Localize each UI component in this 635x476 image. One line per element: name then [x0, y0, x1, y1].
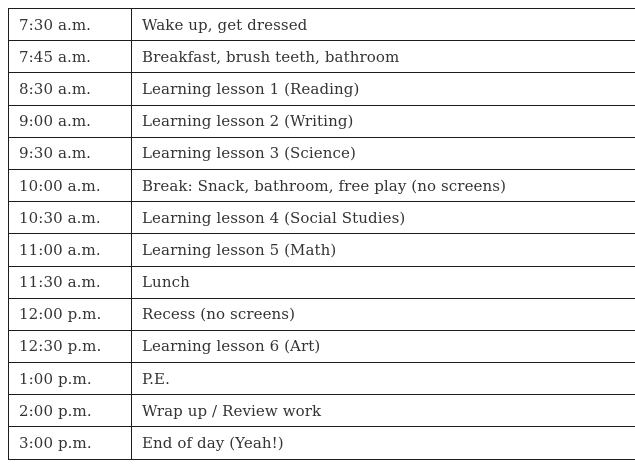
time-cell: 11:00 a.m. [9, 234, 132, 266]
table-row [9, 73, 635, 105]
activity-cell: End of day (Yeah!) [132, 427, 635, 459]
activity-cell: Wrap up / Review work [132, 395, 635, 427]
time-cell: 8:30 a.m. [9, 73, 132, 105]
activity-cell: Learning lesson 6 (Art) [132, 330, 635, 362]
table-row [9, 105, 635, 137]
time-cell: 9:30 a.m. [9, 137, 132, 169]
table-row [9, 202, 635, 234]
table-row [9, 266, 635, 298]
activity-cell: P.E. [132, 363, 635, 395]
time-cell: 11:30 a.m. [9, 266, 132, 298]
time-cell: 7:30 a.m. [9, 9, 132, 41]
time-cell: 12:30 p.m. [9, 330, 132, 362]
time-cell: 2:00 p.m. [9, 395, 132, 427]
table-row [9, 169, 635, 201]
table-row [9, 234, 635, 266]
table-row [9, 427, 635, 459]
table-row [9, 137, 635, 169]
daily-schedule-table [8, 8, 635, 460]
schedule-table-body [9, 9, 635, 460]
time-cell: 10:00 a.m. [9, 169, 132, 201]
time-cell: 3:00 p.m. [9, 427, 132, 459]
table-row [9, 9, 635, 41]
activity-cell: Wake up, get dressed [132, 9, 635, 41]
activity-cell: Break: Snack, bathroom, free play (no screens) [132, 169, 635, 201]
activity-cell: Learning lesson 2 (Writing) [132, 105, 635, 137]
table-row [9, 330, 635, 362]
time-cell: 9:00 a.m. [9, 105, 132, 137]
activity-cell: Recess (no screens) [132, 298, 635, 330]
table-row [9, 298, 635, 330]
table-row [9, 363, 635, 395]
time-cell: 10:30 a.m. [9, 202, 132, 234]
activity-cell: Learning lesson 1 (Reading) [132, 73, 635, 105]
time-cell: 7:45 a.m. [9, 41, 132, 73]
table-row [9, 395, 635, 427]
activity-cell: Lunch [132, 266, 635, 298]
activity-cell: Learning lesson 4 (Social Studies) [132, 202, 635, 234]
activity-cell: Learning lesson 3 (Science) [132, 137, 635, 169]
table-row [9, 41, 635, 73]
activity-cell: Learning lesson 5 (Math) [132, 234, 635, 266]
time-cell: 12:00 p.m. [9, 298, 132, 330]
time-cell: 1:00 p.m. [9, 363, 132, 395]
activity-cell: Breakfast, brush teeth, bathroom [132, 41, 635, 73]
